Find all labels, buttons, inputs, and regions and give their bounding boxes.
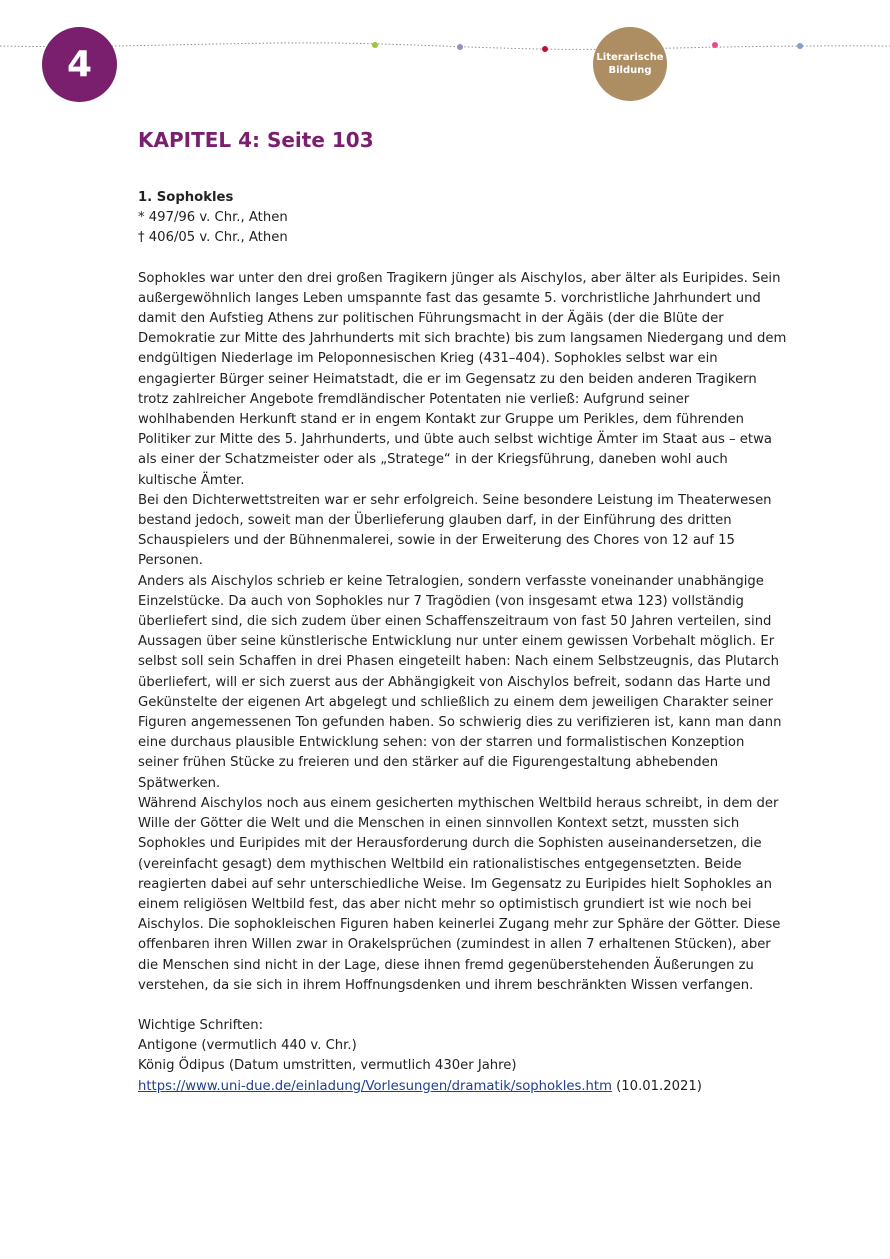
decor-dot [457, 44, 463, 50]
chapter-number-badge [42, 27, 117, 102]
work-item: König Ödipus (Datum umstritten, vermutlich 430er Jahre) [138, 1058, 517, 1074]
decor-dot [542, 46, 548, 52]
decor-dot [797, 43, 803, 49]
access-date: (10.01.2021) [616, 1078, 702, 1094]
person-heading: 1. Sophokles [138, 190, 234, 205]
paragraph: Anders als Aischylos schrieb er keine Tetralogien, sondern verfasste voneinander unabhängige Einzelstücke. Da auch von Sophokles nur 7 Tragödien (von insgesamt etwa 123) vollständig überliefert sind, die sich zudem über einen Schaffenszeitraum von fast 50 Jahren verteilen, sind Aussagen über seine künstlerische Entwicklung nur unter einem gewissen Vorbehalt möglich. Er selbst soll sein Schaffen in drei Phasen eingeteilt haben: Nach einem Selbstzeugnis, das Plutarch überliefert, will er sich zuerst aus der Abhängigkeit von Aischylos befreit, sodann das Harte und Gekünstelte der eigenen Art abgelegt und schließlich zu einem dem jeweiligen Charakter seiner Figuren angemessenen Ton gefunden haben. So schwierig dies zu verifizieren ist, kann man dann eine durchaus plausible Entwicklung sehen: von der starren und formalistischen Konzeption seiner frühen Stücke zu freieren und den stärker auf die Figurengestaltung abhebenden Spätwerken. [138, 573, 782, 791]
page-title: KAPITEL 4: Seite 103 [138, 128, 374, 152]
works-heading: Wichtige Schriften: [138, 1017, 264, 1033]
work-item: Antigone (vermutlich 440 v. Chr.) [138, 1038, 357, 1054]
source-link[interactable]: https://www.uni-due.de/einladung/Vorlesungen/dramatik/sophokles.htm [138, 1078, 612, 1094]
decor-dot [712, 42, 718, 48]
person-info [138, 188, 788, 249]
topic-badge [593, 27, 667, 101]
paragraph: Bei den Dichterwettstreiten war er sehr erfolgreich. Seine besondere Leistung im Theaterwesen bestand jedoch, soweit man der Überlieferung glauben darf, in der Einführung des dritten Schauspielers und der Bühnenmalerei, sowie in der Erweiterung des Chores von 12 auf 15 Personen. [138, 492, 772, 569]
chapter-number: 4 [66, 44, 93, 85]
decor-dot [372, 42, 378, 48]
page-content [138, 126, 788, 1097]
dotted-header-line [0, 0, 890, 110]
paragraph: Sophokles war unter den drei großen Tragikern jünger als Aischylos, aber älter als Euripides. Sein außergewöhnlich langes Leben umspannte fast das gesamte 5. vorchristliche Jahrhundert und damit den Aufstieg Athens zur politischen Führungsmacht in der Ägäis (der die Blüte der Demokratie zur Mitte des Jahrhunderts mit sich brachte) bis zum langsamen Niedergang und dem endgültigen Niederlage im Peloponnesischen Krieg (431–404). Sophokles selbst war ein engagierter Bürger seiner Heimatstadt, die er im Gegensatz zu den beiden anderen Tragikern trotz zahlreicher Angebote fremdländischer Potentaten nie verließ: Aufgrund seiner wohlhabenden Herkunft stand er in engem Kontakt zur Gruppe um Perikles, dem führenden Politiker zur Mitte des 5. Jahrhunderts, und übte auch selbst wichtige Ämter im Staat aus – etwa als einer der Schatzmeister oder als „Stratege“ in der Kriegsführung, daneben wohl auch kultische Ämter. [138, 270, 787, 488]
works-section [138, 1016, 788, 1097]
topic-label-line2: Bildung [608, 65, 652, 76]
dotted-line [0, 43, 890, 50]
page-header [0, 0, 890, 110]
death-info: † 406/05 v. Chr., Athen [138, 230, 288, 246]
source-line [138, 1077, 788, 1097]
birth-info: * 497/96 v. Chr., Athen [138, 210, 288, 226]
paragraph: Während Aischylos noch aus einem gesicherten mythischen Weltbild heraus schreibt, in dem der Wille der Götter die Welt und die Menschen in einen sinnvollen Kontext setzt, mussten sich Sophokles und Euripides mit der Herausforderung durch die Sophisten auseinandersetzen, die (vereinfacht gesagt) dem mythischen Weltbild ein rationalistisches entgegensetzten. Beide reagierten dabei auf sehr unterschiedliche Weise. Im Gegensatz zu Euripides hielt Sophokles an einem religiösen Weltbild fest, das aber nicht mehr so optimistisch grundiert ist wie noch bei Aischylos. Die sophokleischen Figuren haben keinerlei Zugang mehr zur Sphäre der Götter. Diese offenbaren ihren Willen zwar in Orakelsprüchen (zumindest in allen 7 erhaltenen Stücken), aber die Menschen sind nicht in der Lage, diese ihnen fremd gegenüberstehenden Äußerungen zu verstehen, da sie sich in ihrem Hoffnungsdenken und ihrem beschränkten Wissen verfangen. [138, 795, 781, 993]
topic-label-line1: Literarische [596, 52, 664, 63]
biography-text [138, 269, 788, 996]
